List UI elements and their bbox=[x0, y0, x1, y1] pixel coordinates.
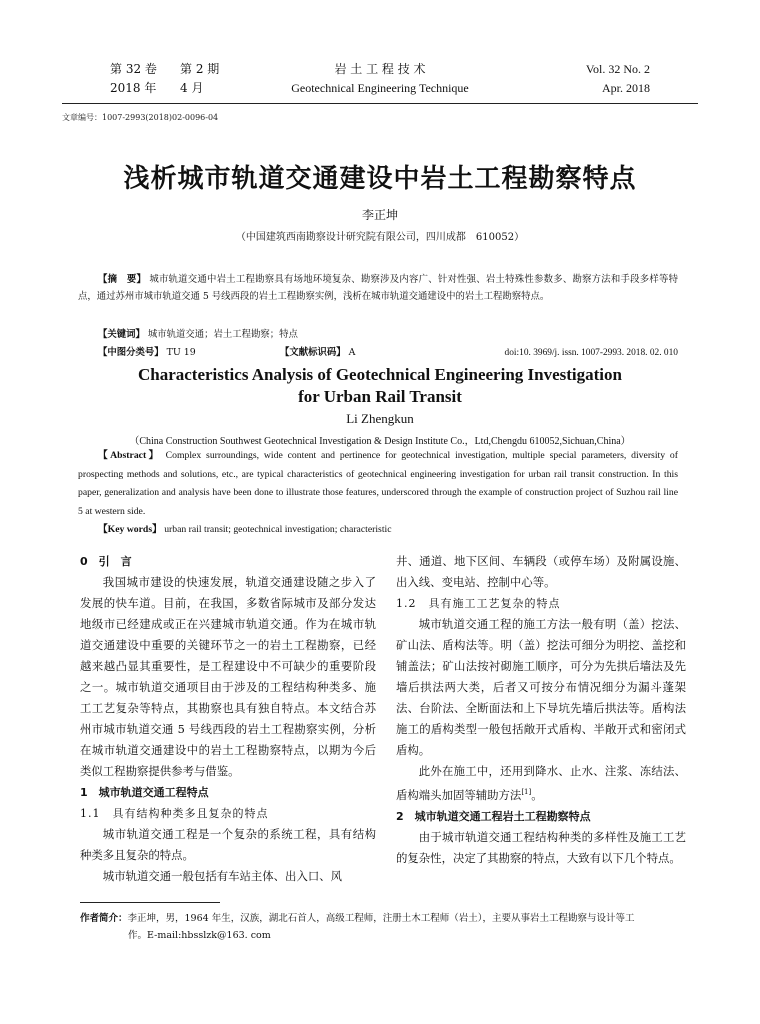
section-2-paragraph: 由于城市轨道交通工程结构种类的多样性及施工工艺的复杂性，决定了其勘察的特点，大致有以下几个特点。 bbox=[396, 829, 686, 865]
section-2-heading: 2 城市轨道交通工程岩土工程勘察特点 bbox=[396, 809, 591, 823]
section-1-2-heading: 1.2 具有施工工艺复杂的特点 bbox=[396, 597, 561, 610]
header-month-cn: 4 月 bbox=[180, 81, 204, 95]
keywords-en-text: urban rail transit; geotechnical investigation; characteristic bbox=[164, 524, 392, 535]
article-id: 文章编号：1007-2993(2018)02-0096-04 bbox=[62, 113, 219, 122]
affiliation-en: （China Construction Southwest Geotechnical Investigation & Design Institute Co.，Ltd,Chengdu 610052,Sichuan,China） bbox=[129, 436, 631, 447]
abstract-en-text: Complex surroundings, wide content and pertinence for geotechnical investigation, multiple special parameters, diversity of prospecting methods and solutions, etc., are typical characteristics of geotechnical engineering investigation for urban rail transit construction. In this paper, generalization and analysis have been done to illustrate those features, underscored through the example of construction project of Suzhou rail line 5 at western side. bbox=[78, 450, 678, 517]
keywords-en bbox=[98, 521, 678, 535]
section-1-1-heading: 1.1 具有结构种类多且复杂的特点 bbox=[80, 807, 269, 820]
header-date-en: Apr. 2018 bbox=[602, 81, 650, 95]
abstract-en-label: 【Abstract】 bbox=[98, 450, 161, 461]
aux-methods-text: 此外在施工中，还用到降水、止水、注浆、冻结法、盾构端头加固等辅助方法 bbox=[396, 764, 686, 802]
continued-paragraph: 井、通道、地下区间、车辆段（或停车场）及附属设施、出入线、变电站、控制中心等。 bbox=[396, 554, 686, 589]
keywords-cn-text: 城市轨道交通；岩土工程勘察；特点 bbox=[147, 329, 298, 340]
abstract-cn-label: 【摘 要】 bbox=[98, 274, 147, 285]
header-rule bbox=[62, 103, 698, 104]
aux-methods-end: 。 bbox=[531, 787, 543, 802]
intro-paragraph: 我国城市建设的快速发展，轨道交通建设随之步入了发展的快车道。目前，在我国，多数省际城市及部分发达地级市已经建成或正在兴建城市轨道交通。作为在城市轨道交通建设中重要的关键环节之一的岩土工程勘察，已经越来越凸显其重要性，是工程建设中不可缺少的重要阶段之一。城市轨道交通项目由于涉及的工程结构种类多、施工工艺复杂等特点，其勘察也具有独自特点。本文结合苏州市城市轨道交通 5 号线西段的岩土工程勘察实例，分析在城市轨道交通建设中的岩土工程勘察特点，以期为今后类似工程勘察提供参考与借鉴。 bbox=[80, 575, 376, 778]
running-header bbox=[80, 60, 680, 100]
title-en-line1: Characteristics Analysis of Geotechnical Engineering Investigation bbox=[137, 365, 622, 384]
section-1-2-paragraph-2 bbox=[396, 761, 686, 806]
doc-code-label: 【文献标识码】 bbox=[280, 347, 346, 358]
header-volume-cn: 第 32 卷 bbox=[110, 62, 157, 76]
abstract-en bbox=[78, 447, 678, 521]
body-left-column bbox=[80, 551, 376, 887]
footnote-text: 李正坤，男，1964 年生，汉族，湖北石首人，高级工程师，注册土木工程师（岩土），主要从事岩土工程勘察与设计等工 bbox=[127, 913, 635, 924]
title-en-line2: for Urban Rail Transit bbox=[298, 387, 462, 406]
author-footnote bbox=[80, 910, 680, 944]
section-1-1-paragraph-2: 城市轨道交通一般包括有车站主体、出入口、风 bbox=[102, 869, 343, 883]
classification-row bbox=[98, 345, 678, 361]
section-1-2-paragraph: 城市轨道交通工程的施工方法一般有明（盖）挖法、矿山法、盾构法等。明（盖）挖法可细分为明挖、盖挖和铺盖法；矿山法按衬砌施工顺序，可分为先拱后墙法及先墙后拱法两大类，后者又可按分布情况细分为漏斗蓬架法、台阶法、全断面法和上下导坑先墙后拱法等。盾构法施工的盾构类型一般包括敞开式盾构、半敞开式和密闭式盾构。 bbox=[396, 617, 686, 757]
footnote-rule bbox=[80, 902, 220, 903]
author-cn: 李正坤 bbox=[361, 208, 398, 222]
abstract-cn bbox=[78, 272, 678, 305]
keywords-en-label: 【Key words】 bbox=[98, 524, 162, 535]
clc-value: TU 19 bbox=[166, 347, 196, 358]
citation-ref[interactable]: [1] bbox=[521, 788, 532, 796]
doc-code-value: A bbox=[348, 347, 356, 358]
abstract-cn-text: 城市轨道交通中岩土工程勘察具有场地环境复杂、勘察涉及内容广、针对性强、岩土特殊性参数多、勘察方法和手段多样等特点，通过苏州市城市轨道交通 5 号线西段的岩土工程勘察实例，浅析在城市轨道交通建设中的岩土工程勘察特点。 bbox=[78, 274, 678, 302]
journal-name-cn: 岩 土 工 程 技 术 bbox=[334, 62, 426, 76]
header-year-cn: 2018 年 bbox=[110, 81, 157, 95]
affiliation-cn: （中国建筑西南勘察设计研究院有限公司，四川成都 610052） bbox=[235, 232, 525, 243]
header-issue-cn: 第 2 期 bbox=[180, 62, 220, 76]
section-1-1-paragraph: 城市轨道交通工程是一个复杂的系统工程，具有结构种类多且复杂的特点。 bbox=[80, 827, 376, 862]
header-volume-en: Vol. 32 No. 2 bbox=[585, 62, 650, 76]
footnote-label: 作者简介： bbox=[80, 913, 128, 924]
footnote-text-2: 作。E-mail:hbsslzk@163. com bbox=[128, 930, 271, 941]
section-1-heading: 1 城市轨道交通工程特点 bbox=[80, 786, 209, 799]
body-right-column bbox=[396, 551, 686, 869]
header-right bbox=[586, 60, 650, 98]
title-en bbox=[0, 364, 760, 408]
author-en: Li Zhengkun bbox=[346, 411, 414, 426]
doi: doi:10. 3969/j. issn. 1007-2993. 2018. 02. 010 bbox=[504, 348, 678, 358]
keywords-cn bbox=[78, 327, 678, 344]
clc-label: 【中图分类号】 bbox=[98, 347, 164, 358]
title-cn: 浅析城市轨道交通建设中岩土工程勘察特点 bbox=[123, 164, 637, 194]
journal-name-en: Geotechnical Engineering Technique bbox=[291, 81, 469, 95]
keywords-cn-label: 【关键词】 bbox=[98, 329, 145, 340]
section-0-heading: 0 引 言 bbox=[80, 555, 132, 568]
